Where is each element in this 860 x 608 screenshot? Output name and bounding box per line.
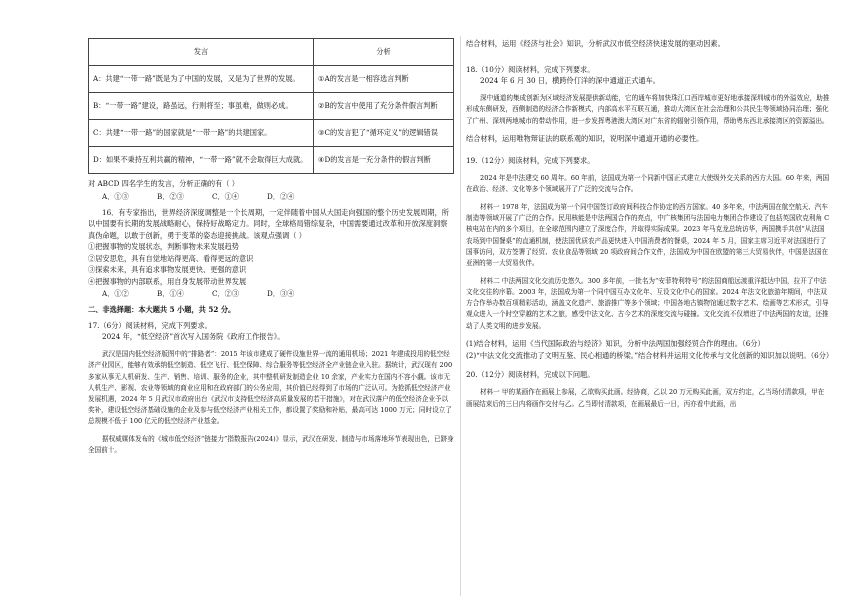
table-header-row [89,39,454,66]
q18-title: 18.（10分）阅读材料，完成下列要求。 [466,64,595,74]
q15-question: 对 ABCD 四名学生的发言，分析正确的有（ ） [88,179,239,188]
left-column [88,38,454,463]
table-cell: B：“一带一路”建设，路虽远，行则将至；事虽难，做则必成。 [89,93,314,120]
q16-options [88,287,454,300]
q16-item-1: ①把握事物的发展状态，判断事物未来发展趋势 [88,242,239,251]
table-row [89,93,454,120]
table-cell: ②B的发言中使用了充分条件假言判断 [314,93,454,120]
option-a: A．①② [102,289,129,298]
table-row [89,147,454,174]
table-cell: C：共建“一带一路”的国家就是“一带一路”的共建国家。 [89,120,314,147]
q16-stem: 16．有专家指出，世界经济深度调整是一个长周期，一定伴随着中国从大国走向强国的整个历史发展周期，所以中国要有长期的发展战略耐心，保持好战略定力。同时，全球格局错综复杂，中国需要通过改革和开放深度洞察真伪命题，以敢于创新，勇于变革的姿态迎接挑战。该观点强调（ ） [88,207,449,240]
q19-paragraph-3: 材料二 中法两国文化交流历史悠久。300 多年前，一批名为“安菲特利特号”的法国商船远渡重洋抵达中国，拉开了中法文化交往的序幕。2003 年，法国成为第一个同中国互办文化年、互设文化中心的国家。2024 年法文化旅游年期间，中法双方合作举办数百项精彩活动，涵盖文化遗产、旅游推广等多个领域；中国各地古镇物馆通过数字艺术、绘画等艺术形式，引导观众进入一个时空穿越的艺术之旅，感受中法文化、古今艺术的深度交流与碰撞。文化交流不仅增进了中法两国的友谊，还推动了人类文明的进步发展。 [466,276,829,330]
option-b: B．②③ [157,191,184,201]
q16-item-3: ③探索未来，具有追求事物发展更快、更强的意识 [88,265,247,274]
table-header-analysis: 分析 [314,39,454,66]
q17-task: 结合材料，运用《经济与社会》知识，分析武汉市低空经济快速发展的驱动因素。 [466,39,725,48]
table-cell: D：如果不秉持互利共赢的精神，“一带一路”就不会取得巨大成就。 [89,147,314,174]
q18-paragraph-1: 2024 年 6 月 30 日，横跨伶仃洋的深中通道正式通车。 [480,76,660,85]
right-column [466,38,834,416]
q17-paragraph-2: 武汉是国内低空经济版图中的“排路者”：2015 年该市建成了硬件设施世界一流的通用机场；2021 年建成投用的低空经济产业园区，能够有效承纳低空制造、低空飞行、低空保障、综合服务等低空经济全产业链企业入驻。据统计，武汉现有 200 多家从事无人机研发、生产、销售、培训、服务的企业，其中整机研发制造企业 10 余家，产业实力在国内不容小觑。该市无人机生产、影视、农业等领域的商业应用和在政府部门的公务应用，其价值已经得到了市场的广泛认可。为抢抓低空经济产业发展机遇，2024 年 5 月武汉市政府出台《武汉市支持低空经济高质量发展的若干措施》，对在武汉落户的低空经济企业予以奖补，建设低空经济基础设施的企业及参与低空经济产业相关工作，都设置了奖励和补贴，最高可达 1000 万元；同时设立了总规模不低于 100 亿元的低空经济产业基金。 [88,350,453,426]
q17-title: 17.（6分）阅读材料，完成下列要求。 [88,320,212,330]
table-cell: ④D的发言是一充分条件的假言判断 [314,147,454,174]
q20-title: 20.（12分）阅读材料，完成以下问题。 [466,370,595,380]
table-row [89,120,454,147]
table-cell: ③C的发言犯了“循环定义”的逻辑错误 [314,120,454,147]
q18-paragraph-2: 深中通道的集成创新为区域经济发展提供新动能，它的通车将加快珠江口西岸城市更好地承接深圳城市的外溢效应，助推形成东侧研发，西侧制造的经济合作新模式，内部高水平互联互通，推动大湾区在社会治理和公共民生等领域协同治理；强化了广州、深圳两地城市的带动作用，进一步发挥粤港澳大湾区对广东省的辐射引领作用，帮助粤东西北承接湾区的资源溢出。 [466,94,830,125]
q19-task-2: (2)“中法文化交流推动了文明互鉴、民心相通的桥梁。”结合材料并运用文化传承与文化创新的知识加以说明。（6分） [466,350,834,360]
option-a: A．①③ [102,191,129,201]
q19-paragraph-1: 2024 年是中法建交 60 周年。60 年前，法国成为第一个同新中国正式建立大使级外交关系的西方大国。60 年来，两国在政治、经济、文化等多个领域展开了广泛的交流与合作。 [466,173,830,194]
q19-task-1: (1)结合材料，运用《当代国际政治与经济》知识，分析中法两国加强经贸合作的理由。（6分） [466,339,765,349]
table-cell: A：共建“一带一路”既是为了中国的发展，又是为了世界的发展。 [89,66,314,93]
table-header-statement: 发言 [89,39,314,66]
q15-options [88,190,454,203]
option-d: D．③④ [267,289,295,298]
table-cell: ①A的发言是一相容选言判断 [314,66,454,93]
q19-title: 19.（12分）阅读材料，完成下列要求。 [466,155,595,165]
option-c: C．②③ [212,289,240,298]
column-divider [460,36,461,596]
q17-paragraph-3: 据权威媒体发布的《城市低空经济“链接力”指数报告(2024)》显示，武汉在研发、制造与市场落地环节表现出色，已跻身全国前十。 [88,435,454,455]
table-row [89,66,454,93]
statement-analysis-table [88,38,454,174]
q19-paragraph-2: 材料一 1978 年，法国成为第一个同中国签订政府间科技合作协定的西方国家。40 多年来，中法两国在航空航天、汽车制造等领域开展了广泛的合作。民用核能是中法两国合作的亮点，中广核集团与法国电力集团合作建设了包括英国欣克利角 C 核电站在内的多个项目，在全球范围内建立了深度合作，并取得实际成果。2023 年马克龙总统访华，两国携手共创“从法国农场到中国餐桌”的直通机制，使法国优质农产品更快进入中国消费者的餐桌，2024 年 5 月，国家主席习近平对法国进行了国事访问，双方签署了经贸、农业食品等领域 20 项政府间合作文件，法国成为中国在欧盟的第三大贸易伙伴，中国是法国在亚洲的第一大贸易伙伴。 [466,202,830,267]
q18-task: 结合材料，运用唯物辩证法的联系观的知识，说明深中通道开通的必要性。 [466,134,704,144]
q17-paragraph-1: 2024 年，“低空经济”首次写入国务院《政府工作报告》。 [102,332,285,341]
option-b: B．①④ [157,289,184,298]
option-d: D．②④ [267,191,295,201]
section-title: 二、非选择题：本大题共 5 小题，共 52 分。 [88,305,236,314]
q20-paragraph-1: 材料一 甲的某画作在画展上参展，乙欲购买此画。经协商，乙以 20 万元购买此画，双方约定，乙当场付清款项，甲在画展结束后的三日内将画作交付与乙。乙当即付清款项，在画展最后一日，丙亦看中此画，出 [466,388,825,408]
q16-item-2: ②居安思危，具有自觉地站得更高、看得更远的意识 [88,253,254,263]
option-c: C．①④ [212,191,240,201]
q16-item-4: ④把握事物的内部联系，用自身发展带动世界发展 [88,276,247,286]
